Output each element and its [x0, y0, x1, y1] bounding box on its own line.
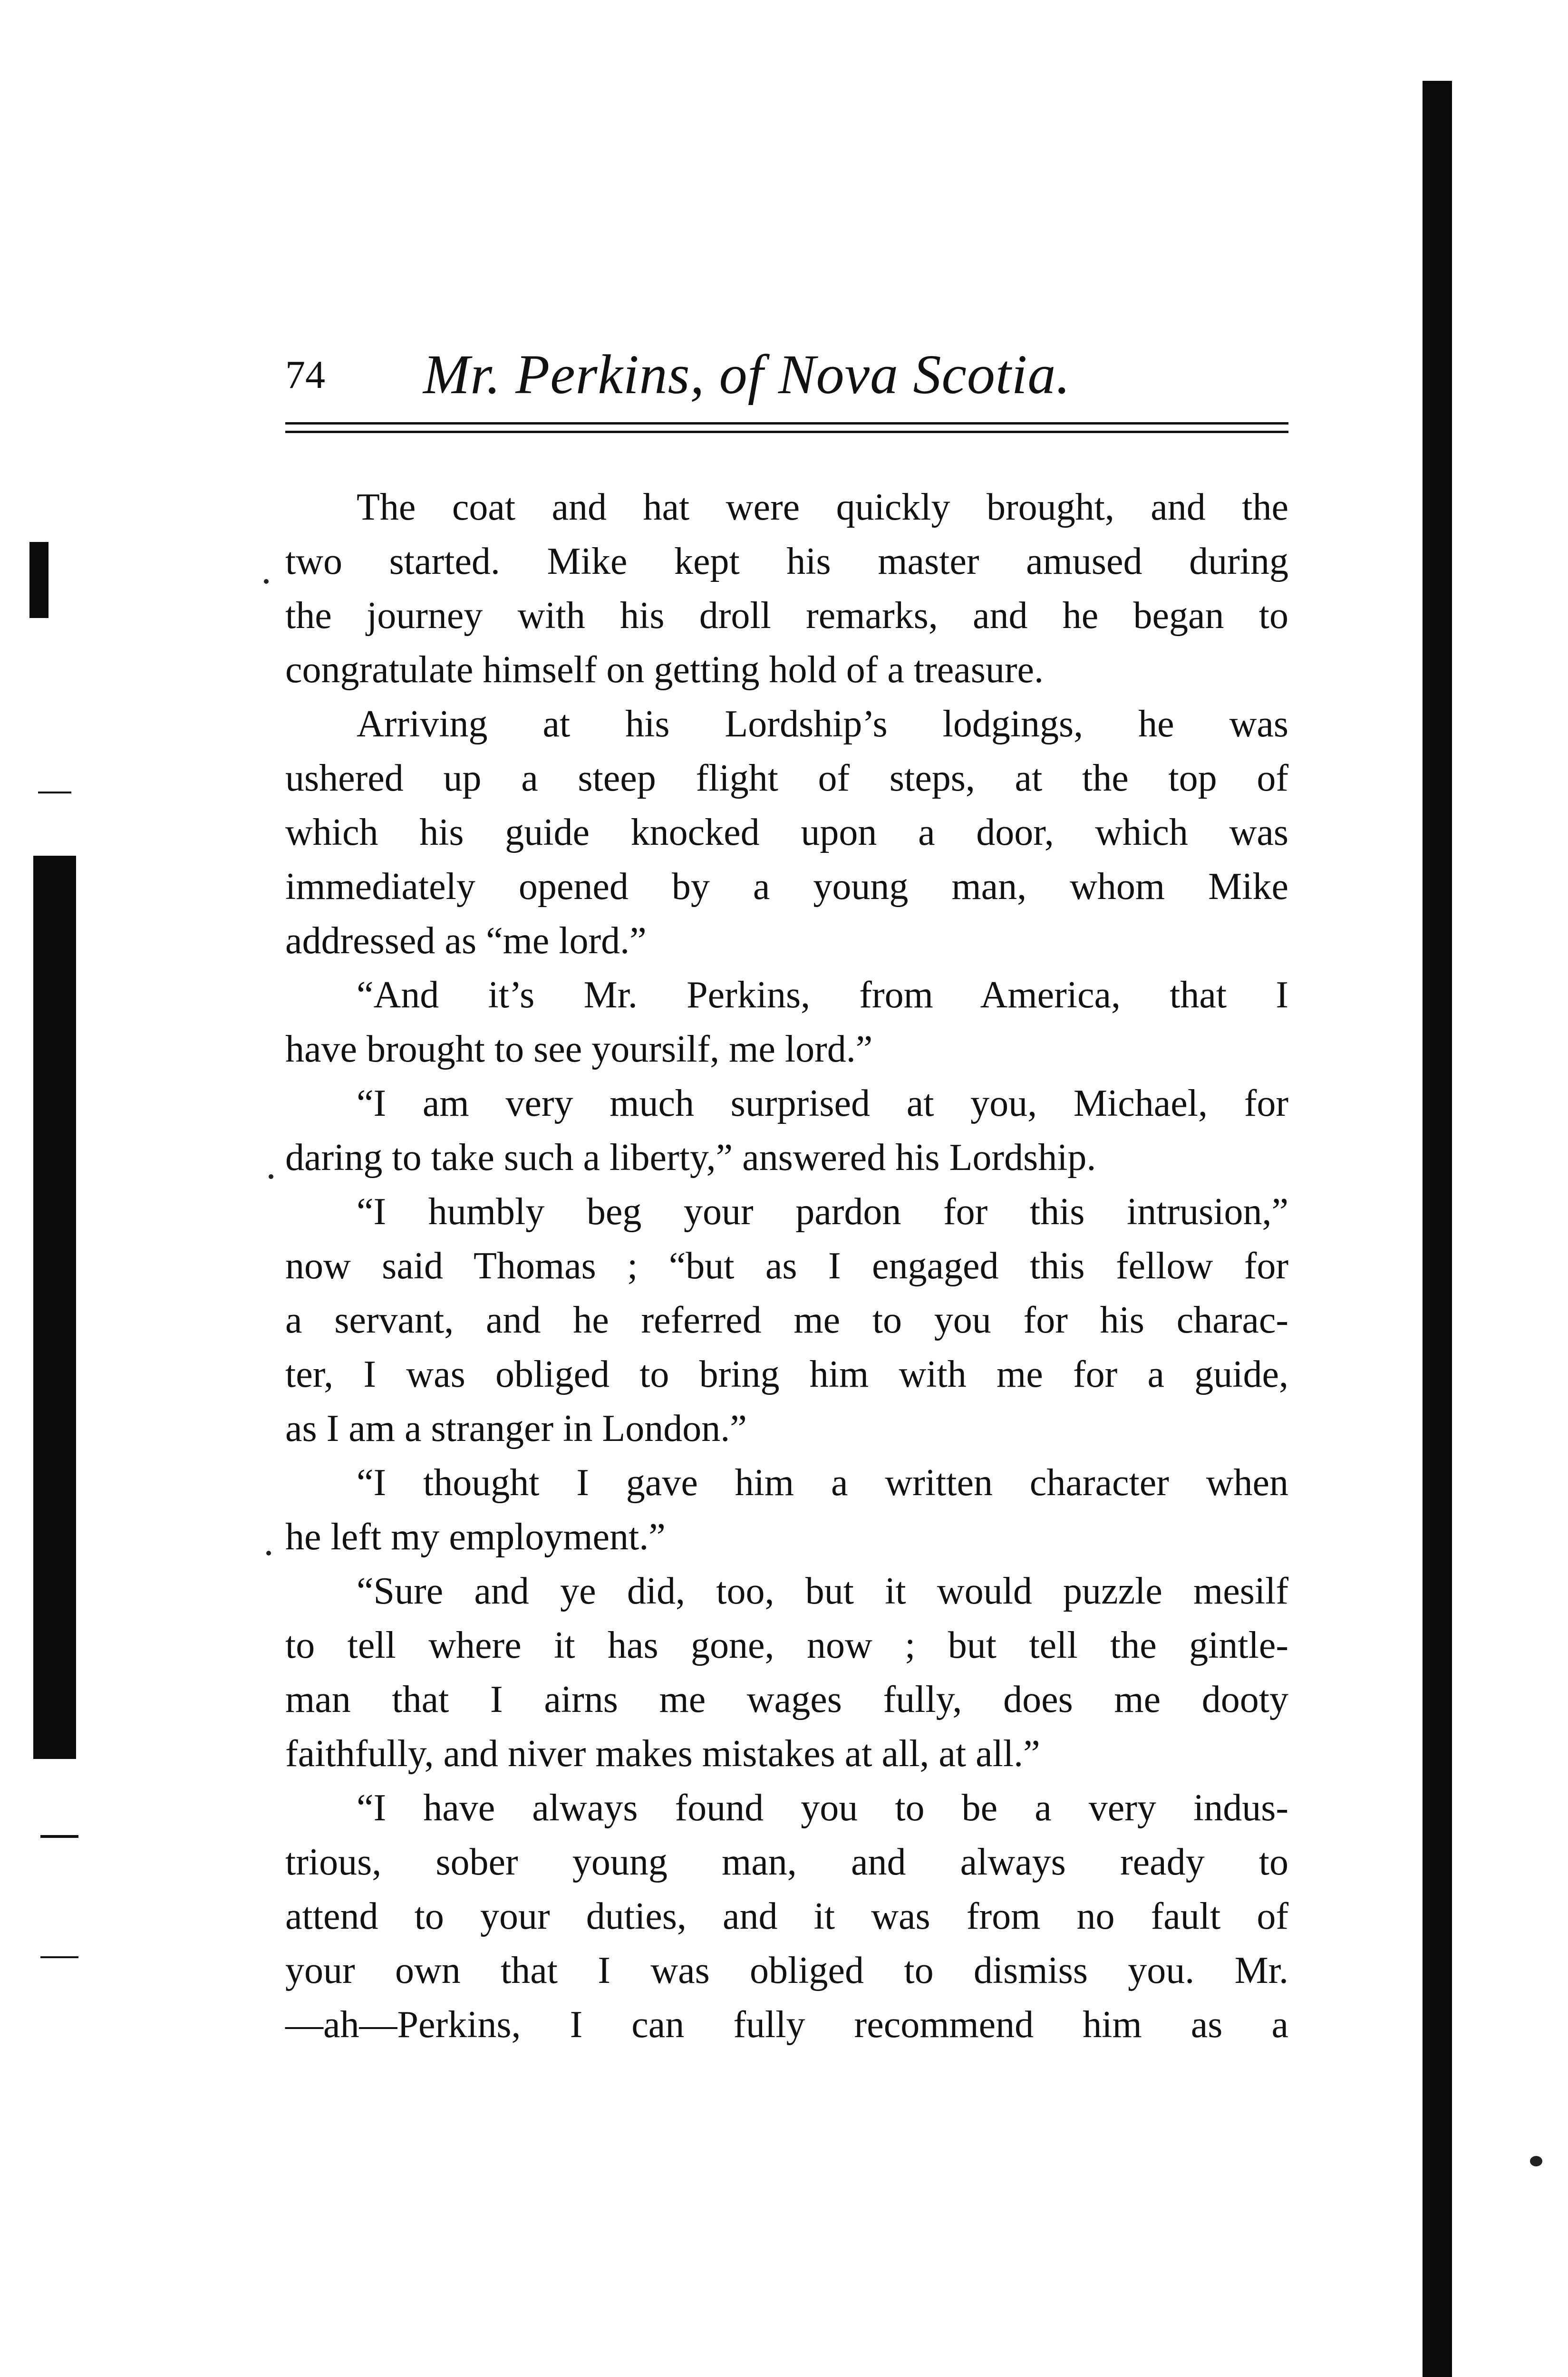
- speck: [264, 579, 269, 584]
- speck: [1530, 2156, 1542, 2166]
- body-text: [285, 480, 1288, 2052]
- text-line: congratulate himself on getting hold of a treasure.: [285, 649, 1044, 691]
- header-rule-top: [285, 422, 1288, 425]
- text-line: faithfully, and niver makes mistakes at all, at all.”: [285, 1733, 1040, 1775]
- text-line: which his guide knocked upon a door, which was: [285, 812, 1288, 853]
- text-line: now said Thomas ; “but as I engaged this fellow for: [285, 1245, 1288, 1287]
- speck: [266, 1551, 271, 1556]
- text-line: “I thought I gave him a written character when: [357, 1462, 1288, 1504]
- left-margin-mark-2: [33, 856, 76, 1759]
- left-margin-dash-1: [38, 792, 71, 793]
- text-line: as I am a stranger in London.”: [285, 1408, 747, 1449]
- running-title: Mr. Perkins, of Nova Scotia.: [423, 343, 1071, 406]
- text-line: “And it’s Mr. Perkins, from America, that I: [357, 974, 1288, 1016]
- text-line: two started. Mike kept his master amused during: [285, 541, 1288, 582]
- text-line: daring to take such a liberty,” answered his Lordship.: [285, 1137, 1096, 1179]
- text-line: The coat and hat were quickly brought, and the: [357, 486, 1288, 528]
- text-line: —ah—Perkins, I can fully recommend him as a: [285, 2004, 1288, 2046]
- text-line: “I am very much surprised at you, Michael, for: [357, 1082, 1288, 1124]
- text-line: trious, sober young man, and always ready to: [285, 1841, 1288, 1883]
- left-margin-dash-3: [40, 1956, 78, 1958]
- header-rule-bottom: [285, 431, 1288, 433]
- page-number: 74: [285, 353, 325, 397]
- paragraph: [285, 1185, 1288, 1456]
- running-header: [285, 342, 1288, 409]
- text-line: immediately opened by a young man, whom Mike: [285, 866, 1288, 908]
- text-line: Arriving at his Lordship’s lodgings, he was: [357, 703, 1288, 745]
- text-line: a servant, and he referred me to you for his charac-: [285, 1299, 1288, 1341]
- text-line: ter, I was obliged to bring him with me for a guide,: [285, 1353, 1288, 1395]
- text-line: your own that I was obliged to dismiss you. Mr.: [285, 1950, 1288, 1991]
- text-line: ushered up a steep flight of steps, at the top of: [285, 757, 1288, 799]
- text-line: “Sure and ye did, too, but it would puzzle mesilf: [357, 1570, 1288, 1612]
- text-line: “I humbly beg your pardon for this intrusion,”: [357, 1191, 1288, 1233]
- paragraph: [285, 480, 1288, 697]
- paragraph: [285, 1456, 1288, 1564]
- text-line: have brought to see yoursilf, me lord.”: [285, 1028, 873, 1070]
- speck: [269, 1174, 273, 1179]
- left-margin-mark-1: [29, 542, 48, 618]
- binding-edge-shadow: [1423, 81, 1452, 2377]
- left-margin-dash-2: [40, 1835, 78, 1838]
- paragraph: [285, 697, 1288, 968]
- text-line: the journey with his droll remarks, and he began to: [285, 595, 1288, 637]
- text-line: “I have always found you to be a very indus-: [357, 1787, 1288, 1829]
- paragraph: [285, 1781, 1288, 2052]
- text-line: attend to your duties, and it was from no fault of: [285, 1895, 1288, 1937]
- text-line: to tell where it has gone, now ; but tell the gintle-: [285, 1624, 1288, 1666]
- text-line: he left my employment.”: [285, 1516, 666, 1558]
- paragraph: [285, 1564, 1288, 1781]
- text-line: addressed as “me lord.”: [285, 920, 647, 962]
- paragraph: [285, 968, 1288, 1076]
- text-line: man that I airns me wages fully, does me dooty: [285, 1679, 1288, 1720]
- paragraph: [285, 1076, 1288, 1185]
